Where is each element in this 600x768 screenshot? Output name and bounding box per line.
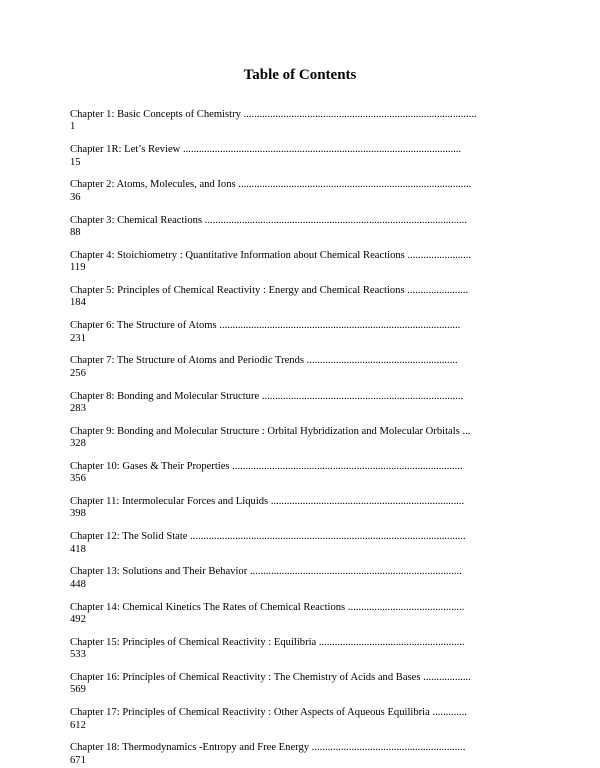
toc-entry-title: Chapter 13: Solutions and Their Behavior (70, 566, 248, 578)
toc-entry (70, 566, 540, 601)
toc-list (70, 109, 540, 768)
toc-entry-page-number: 569 (70, 684, 86, 696)
toc-entry-title: Chapter 9: Bonding and Molecular Structure : Orbital Hybridization and Molecular Orbitals (70, 425, 460, 437)
toc-entry-leader: .......................................................... (309, 742, 466, 754)
toc-entry (70, 496, 540, 531)
toc-entry-title: Chapter 7: The Structure of Atoms and Periodic Trends (70, 355, 305, 367)
toc-entry-title: Chapter 12: The Solid State (70, 531, 188, 543)
toc-entry-leader: ........................................................................................................ (187, 531, 466, 543)
toc-entry (70, 215, 540, 250)
toc-entry-line (70, 391, 540, 403)
toc-entry-line (70, 461, 540, 473)
toc-entry-title: Chapter 2: Atoms, Molecules, and Ions (70, 179, 236, 191)
toc-entry-page-number: 88 (70, 226, 81, 238)
toc-entry-line (70, 602, 540, 614)
toc-entry (70, 602, 540, 637)
toc-entry-title: Chapter 16: Principles of Chemical Reactivity : The Chemistry of Acids and Bases (70, 672, 421, 683)
toc-entry-line (70, 426, 540, 438)
toc-entry (70, 320, 540, 355)
toc-entry-page-number: 256 (70, 367, 86, 379)
toc-entry-title: Chapter 1R: Let’s Review (70, 144, 181, 156)
toc-entry-page-number: 612 (70, 719, 86, 731)
toc-entry-line (70, 531, 540, 543)
toc-entry-leader: ......................................................................... (268, 496, 465, 508)
toc-entry-line (70, 144, 540, 156)
toc-entry-line (70, 355, 540, 367)
toc-entry-leader: ....................................................................................... (229, 460, 463, 472)
toc-entry-line (70, 320, 540, 332)
toc-entry-page-number: 283 (70, 402, 86, 414)
toc-entry-line (70, 742, 540, 754)
toc-entry-leader: ......................................................................................................... (180, 144, 462, 156)
toc-entry (70, 391, 540, 426)
toc-entry-line (70, 285, 540, 297)
toc-entry (70, 179, 540, 214)
toc-entry-line (70, 496, 540, 508)
toc-entry-page-number: 492 (70, 614, 86, 626)
toc-entry (70, 672, 540, 707)
toc-entry-leader: ........................................................................................ (235, 179, 472, 191)
toc-entry-leader: ....................................................... (316, 636, 465, 648)
toc-entry-title: Chapter 18: Thermodynamics -Entropy and Free Energy (70, 742, 310, 754)
toc-entry (70, 531, 540, 566)
toc-entry-line (70, 179, 540, 191)
toc-entry-title: Chapter 15: Principles of Chemical Reactivity : Equilibria (70, 636, 317, 648)
toc-entry-page-number: 418 (70, 543, 86, 555)
toc-entry-title: Chapter 3: Chemical Reactions (70, 214, 203, 226)
toc-entry-page-number: 398 (70, 508, 86, 520)
toc-entry-page-number: 119 (70, 262, 86, 274)
toc-entry-line (70, 707, 540, 719)
toc-entry-leader: ................................................................................ (247, 566, 462, 578)
toc-entry-page-number: 671 (70, 754, 86, 766)
toc-entry-leader: ........................ (404, 249, 472, 261)
toc-entry-leader: ............................................................................ (259, 390, 464, 402)
toc-entry (70, 144, 540, 179)
toc-entry-line (70, 109, 540, 121)
toc-entry-line (70, 215, 540, 227)
toc-entry (70, 637, 540, 672)
toc-entry-page-number: 15 (70, 156, 81, 168)
toc-entry-leader: ........................................................................................... (216, 320, 461, 332)
toc-entry-page-number: 36 (70, 191, 81, 203)
toc-entry-title: Chapter 11: Intermolecular Forces and Liquids (70, 496, 269, 508)
toc-entry-page-number: 533 (70, 649, 86, 661)
toc-entry-page-number: 356 (70, 473, 86, 485)
toc-entry-page-number: 1 (70, 121, 76, 133)
toc-entry (70, 250, 540, 285)
toc-entry-page-number: 328 (70, 438, 86, 450)
toc-entry-page-number: 231 (70, 332, 86, 344)
toc-entry-leader: ............. (429, 707, 467, 719)
toc-entry-title: Chapter 14: Chemical Kinetics The Rates of Chemical Reactions (70, 601, 346, 613)
toc-entry-title: Chapter 5: Principles of Chemical Reactivity : Energy and Chemical Reactions (70, 284, 405, 296)
toc-entry (70, 355, 540, 390)
toc-entry-title: Chapter 10: Gases & Their Properties (70, 460, 230, 472)
toc-entry-title: Chapter 6: The Structure of Atoms (70, 320, 217, 332)
toc-entry (70, 285, 540, 320)
toc-entry-title: Chapter 17: Principles of Chemical Reactivity : Other Aspects of Aqueous Equilibria (70, 707, 430, 719)
toc-entry-leader: ........................................................................................ (240, 109, 477, 120)
toc-entry (70, 109, 540, 144)
toc-entry-line (70, 637, 540, 649)
toc-entry-page-number: 184 (70, 297, 86, 309)
toc-entry (70, 742, 540, 768)
page-title: Table of Contents (243, 67, 357, 83)
toc-entry-leader: ......................................................... (304, 355, 458, 367)
toc-entry (70, 426, 540, 461)
toc-entry-leader: .................. (420, 672, 471, 683)
toc-entry-title: Chapter 4: Stoichiometry : Quantitative Information about Chemical Reactions (70, 249, 405, 261)
toc-entry-leader: ................................................................................................... (202, 214, 467, 226)
toc-entry-leader: ............................................ (345, 601, 465, 613)
toc-entry (70, 461, 540, 496)
toc-entry-leader: ....................... (404, 284, 469, 296)
toc-entry-line (70, 250, 540, 262)
toc-entry-page-number: 448 (70, 578, 86, 590)
toc-entry-title: Chapter 8: Bonding and Molecular Structure (70, 390, 260, 402)
toc-entry-line (70, 566, 540, 578)
toc-entry-title: Chapter 1: Basic Concepts of Chemistry (70, 109, 241, 120)
toc-entry (70, 707, 540, 742)
toc-entry-line (70, 672, 540, 684)
toc-entry-leader: ... (459, 425, 471, 437)
